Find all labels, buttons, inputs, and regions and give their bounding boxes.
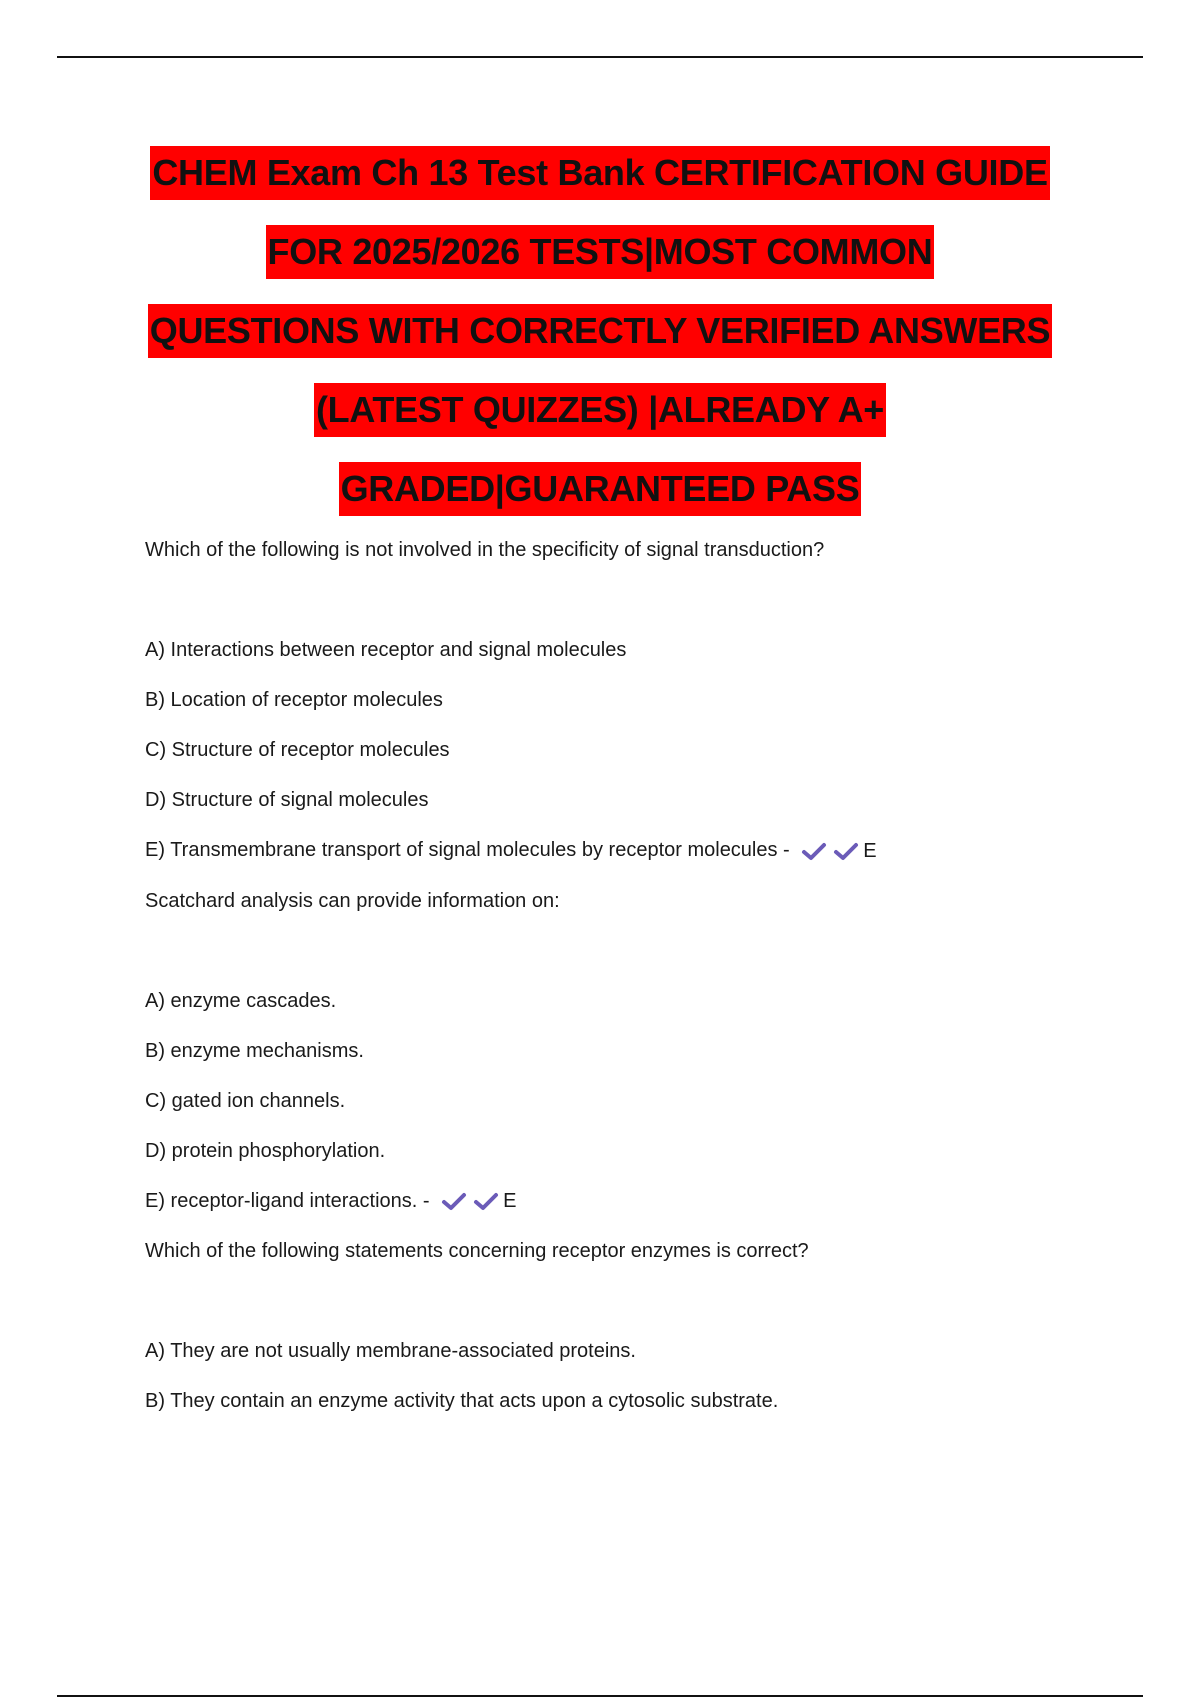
- check-icon: [473, 1191, 499, 1211]
- answer-option: C) gated ion channels.: [145, 1089, 346, 1112]
- answer-option: D) Structure of signal molecules: [145, 789, 429, 811]
- top-rule: [57, 56, 1143, 58]
- answer-option: A) Interactions between receptor and signal molecules: [145, 639, 627, 661]
- check-icon: [833, 841, 859, 861]
- check-icon: [801, 841, 827, 861]
- answer-option: A) They are not usually membrane-associated proteins.: [145, 1340, 636, 1363]
- answer-option: C) Structure of receptor molecules: [145, 739, 450, 761]
- answer-option: B) Location of receptor molecules: [145, 689, 443, 711]
- title-line-3: QUESTIONS WITH CORRECTLY VERIFIED ANSWERS: [0, 304, 1200, 383]
- question-prompt: Which of the following statements concerning receptor enzymes is correct?: [145, 1240, 809, 1263]
- title-line-5: GRADED|GUARANTEED PASS: [0, 462, 1200, 541]
- answer-letter: E: [503, 1190, 517, 1213]
- question-list: [145, 536, 1105, 1437]
- question-prompt: Scatchard analysis can provide information on:: [145, 889, 560, 912]
- answer-option-correct: [145, 836, 1105, 865]
- answer-option: D) protein phosphorylation.: [145, 1139, 386, 1162]
- answer-option: B) They contain an enzyme activity that acts upon a cytosolic substrate.: [145, 1390, 779, 1413]
- answer-option: B) enzyme mechanisms.: [145, 1039, 364, 1062]
- title-line-4: (LATEST QUIZZES) |ALREADY A+: [0, 383, 1200, 462]
- answer-option: A) enzyme cascades.: [145, 989, 337, 1012]
- document-title: [0, 146, 1200, 541]
- answer-option-text: E) Transmembrane transport of signal molecules by receptor molecules -: [145, 839, 790, 861]
- bottom-rule: [57, 1695, 1143, 1697]
- title-line-2: FOR 2025/2026 TESTS|MOST COMMON: [0, 225, 1200, 304]
- verified-answer: [435, 1187, 516, 1215]
- check-icon: [441, 1191, 467, 1211]
- answer-letter: E: [863, 839, 877, 862]
- answer-option-text: E) receptor-ligand interactions. -: [145, 1189, 430, 1212]
- answer-option-correct: [145, 1187, 1105, 1216]
- verified-answer: [795, 837, 876, 865]
- title-line-1: CHEM Exam Ch 13 Test Bank CERTIFICATION GUIDE: [0, 146, 1200, 225]
- question-prompt: Which of the following is not involved in the specificity of signal transduction?: [145, 539, 825, 561]
